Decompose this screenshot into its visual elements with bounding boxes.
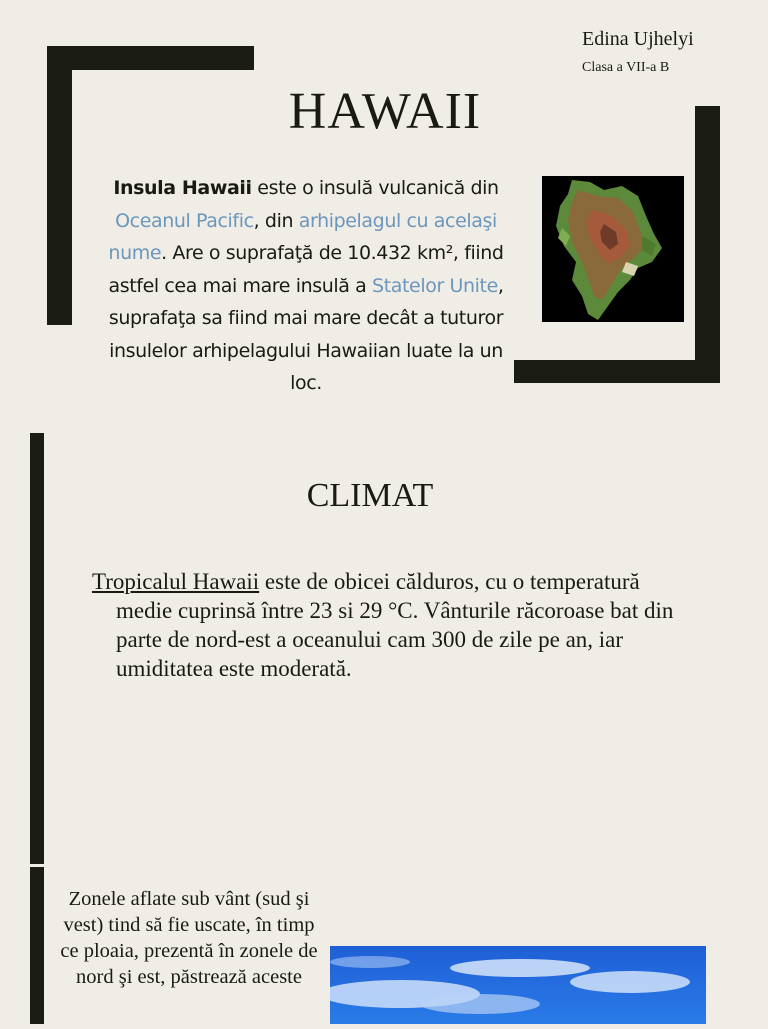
- intro-text-4: , suprafaţa sa fiind mai mare decât a tuturor insulelor arhipelagului Hawaiian luate la un loc.: [108, 274, 504, 394]
- island-satellite-image: [542, 176, 684, 322]
- link-arhipelagul[interactable]: arhipelagul cu acelaşi nume: [108, 209, 497, 264]
- climate-paragraph: [92, 567, 686, 683]
- intro-text-3: . Are o suprafaţă de 10.432 km², fiind astfel cea mai mare insulă a: [108, 242, 504, 297]
- intro-paragraph: [92, 172, 520, 400]
- climate-body: este de obicei călduros, cu o temperatură medie cuprinsă între 23 si 29 °C. Vânturile răcoroase bat din parte de nord-est a oceanului cam 300 de zile pe an, iar umiditatea este moderată.: [116, 569, 674, 681]
- island-satellite-graphic: [542, 176, 684, 322]
- class-label: Clasa a VII-a B: [582, 60, 670, 75]
- frame-top-left-horizontal: [47, 46, 254, 70]
- link-statelor-unite[interactable]: Statelor Unite: [372, 274, 498, 297]
- climate-heading: CLIMAT: [306, 477, 434, 514]
- intro-text-2: , din: [253, 209, 299, 232]
- frame-right-vertical: [695, 106, 720, 383]
- link-oceanul-pacific[interactable]: Oceanul Pacific: [115, 209, 254, 232]
- zones-paragraph: Zonele aflate sub vânt (sud şi vest) tind să fie uscate, în timp ce ploaia, prezentă în zonele de nord şi est, păstrează aceste: [60, 888, 318, 988]
- intro-text-1: este o insulă vulcanică din: [251, 177, 499, 199]
- page-title: HAWAII: [288, 83, 482, 140]
- frame-bottom-right-horizontal: [514, 360, 720, 383]
- sky-clouds-graphic: [330, 946, 706, 1024]
- intro-bold-lead: Insula Hawaii: [113, 177, 252, 199]
- left-margin-line-lower: [30, 867, 44, 1024]
- climate-underlined-lead: Tropicalul Hawaii: [92, 569, 260, 594]
- author-name: Edina Ujhelyi: [582, 28, 694, 50]
- sky-clouds-image: [330, 946, 706, 1024]
